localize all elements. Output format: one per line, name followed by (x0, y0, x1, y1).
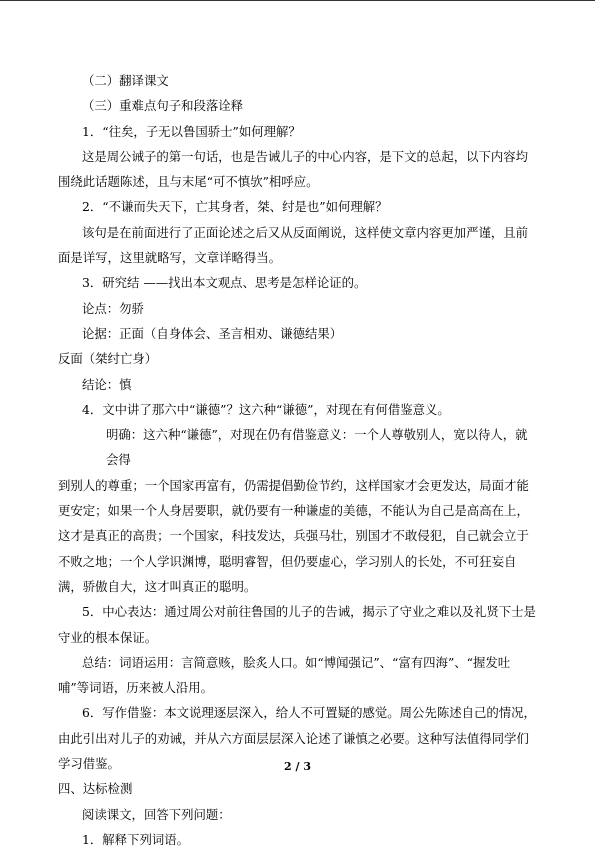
section-heading-assessment: 四、达标检测 (58, 781, 133, 797)
section-heading-translate: （二）翻译课文 (82, 73, 169, 88)
answer-2: 该句是在前面进行了正面论述之后又从反面阐说，这样使文章内容更加严谨，且前面是详写，这里就略写，文章详略得当。 (58, 224, 529, 266)
answer-4-start: 明确：这六种“谦德”，对现在仍有借鉴意义：一个人尊敬别人，宽以待人，就会得 (106, 427, 528, 468)
answer-1: 这是周公诫子的第一句话，也是告诫儿子的中心内容，是下文的总起，以下内容均围绕此话题陈述，且与末尾“可不慎欤”相呼应。 (58, 148, 529, 190)
point-6-writing-reference: 6．写作借鉴：本文说理逐层深入，给人不可置疑的感觉。周公先陈述自己的情况，由此引出对儿子的劝诫，并从六方面层层深入论述了谦慎之必要。这种写法值得同学们学习借鉴。 (58, 705, 536, 772)
assessment-question-1: 1．解释下列词语。 (82, 831, 190, 847)
top-rule (0, 0, 595, 1)
question-4: 4．文中讲了那六中“谦德”？这六种“谦德”，对现在有何借鉴意义。 (82, 401, 450, 417)
section-heading-key-points: （三）重难点句子和段落诠释 (82, 98, 244, 114)
question-2: 2．“不谦而失天下，亡其身者，桀、纣是也”如何理解？ (82, 199, 388, 215)
summary-word-usage: 总结：词语运用：言简意赅，脍炙人口。如“博闻强记”、“富有四海”、“握发吐哺”等词语，历来被人沿用。 (58, 654, 511, 696)
argument-evidence-positive: 论据：正面（自身体会、圣言相劝、谦德结果） (82, 325, 343, 341)
document-body (58, 68, 539, 852)
argument-evidence-negative: 反面（桀纣亡身） (58, 351, 158, 367)
answer-4-continued: 到别人的尊重；一个国家再富有，仍需提倡勤俭节约，这样国家才会更发达，局面才能更安定；如果一个人身居要职，就仍要有一种谦虚的美德，不能认为自己是高高在上，这才是真正的高贵；一个国家，科技发达，兵强马壮，别国才不敢侵犯，自己就会立于不败之地；一个人学识渊博，聪明睿智，但仍要虚心，学习别人的长处，不可狂妄自满，骄傲自大，这才叫真正的聪明。 (58, 477, 529, 594)
argument-conclusion: 结论：慎 (82, 376, 132, 392)
assessment-instruction: 阅读课文，回答下列问题： (82, 806, 231, 822)
point-5-central-idea: 5．中心表达：通过周公对前往鲁国的儿子的告诫，揭示了守业之难以及礼贤下士是守业的根本保证。 (58, 604, 536, 645)
page-number: 2 / 3 (284, 760, 311, 773)
question-1: 1．“往矣，子无以鲁国骄士”如何理解？ (82, 123, 301, 139)
argument-thesis: 论点：勿骄 (82, 300, 144, 316)
question-3: 3．研究结 ——找出本文观点、思考是怎样论证的。 (82, 275, 367, 291)
